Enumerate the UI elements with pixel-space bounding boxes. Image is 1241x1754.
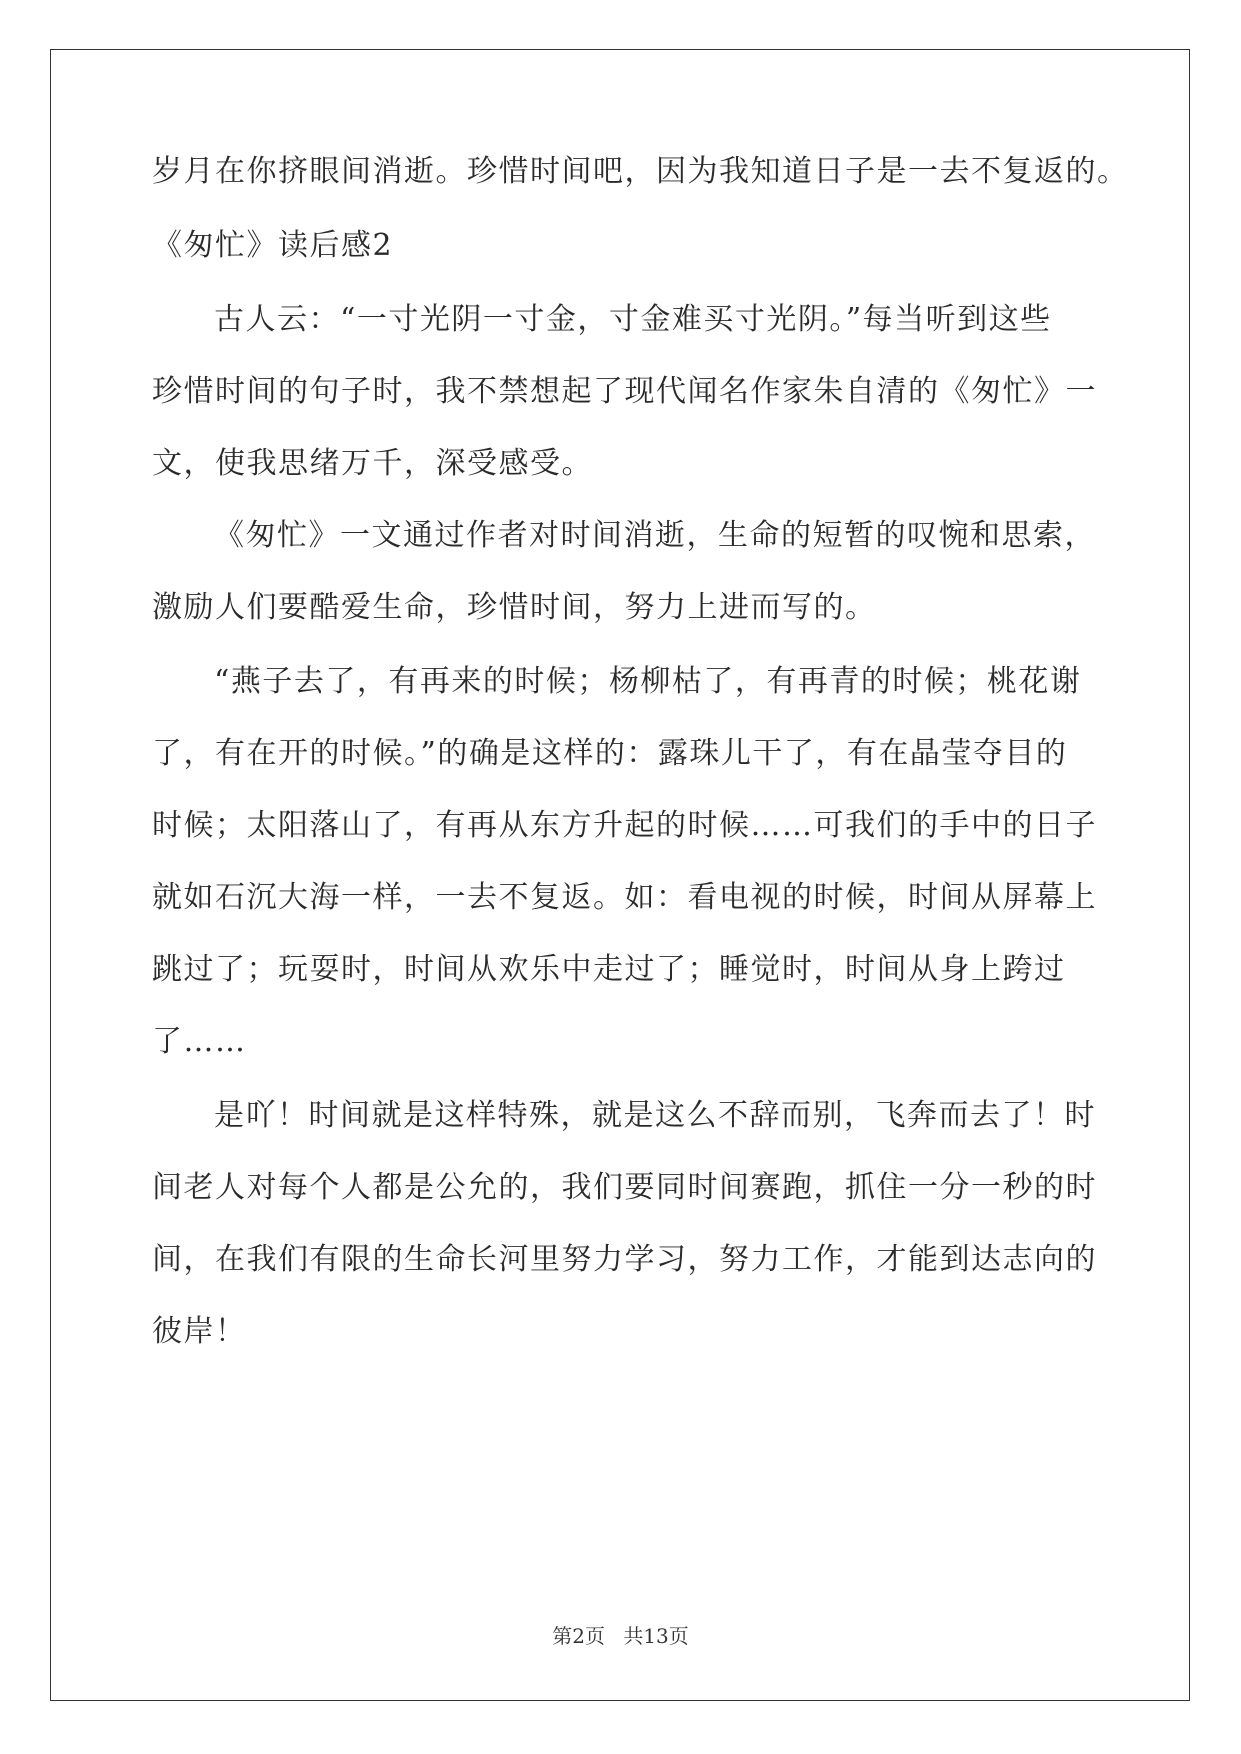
text-line: 古人云：“一寸光阴一寸金，寸金难买寸光阴。”每当听到这些 <box>214 302 1052 337</box>
text-line: 就如石沉大海一样，一去不复返。如：看电视的时候，时间从屏幕上 <box>152 880 1097 915</box>
text-line: 了，有在开的时候。”的确是这样的：露珠儿干了，有在晶莹夺目的 <box>152 736 1068 771</box>
text-line: 岁月在你挤眼间消逝。珍惜时间吧，因为我知道日子是一去不复返的。 <box>152 154 1129 189</box>
text-line: 跳过了；玩耍时，时间从欢乐中走过了；睡觉时，时间从身上跨过 <box>152 952 1066 987</box>
page-footer <box>0 1620 1241 1649</box>
page-total: 共13页 <box>623 1624 689 1648</box>
text-line: 间老人对每个人都是公允的，我们要同时间赛跑，抓住一分一秒的时 <box>152 1170 1097 1205</box>
section-heading: 《匆忙》读后感2 <box>152 228 394 263</box>
page-border <box>50 49 1190 1701</box>
page-number: 第2页 <box>552 1624 605 1648</box>
text-line: 激励人们要酷爱生命，珍惜时间，努力上进而写的。 <box>152 590 877 625</box>
text-line: “燕子去了，有再来的时候；杨柳枯了，有再青的时候；桃花谢 <box>214 664 1082 699</box>
text-line: 是吖！时间就是这样特殊，就是这么不辞而别，飞奔而去了！时 <box>214 1098 1096 1133</box>
text-line: 文，使我思绪万千，深受感受。 <box>152 446 593 481</box>
text-line: 珍惜时间的句子时，我不禁想起了现代闻名作家朱自清的《匆忙》一 <box>152 374 1097 409</box>
text-line: 时候；太阳落山了，有再从东方升起的时候……可我们的手中的日子 <box>152 808 1097 843</box>
text-line: 《匆忙》一文通过作者对时间消逝，生命的短暂的叹惋和思索， <box>214 518 1096 553</box>
text-line: 间，在我们有限的生命长河里努力学习，努力工作，才能到达志向的 <box>152 1242 1097 1277</box>
text-line: 彼岸！ <box>152 1314 247 1349</box>
text-line: 了…… <box>152 1024 247 1059</box>
